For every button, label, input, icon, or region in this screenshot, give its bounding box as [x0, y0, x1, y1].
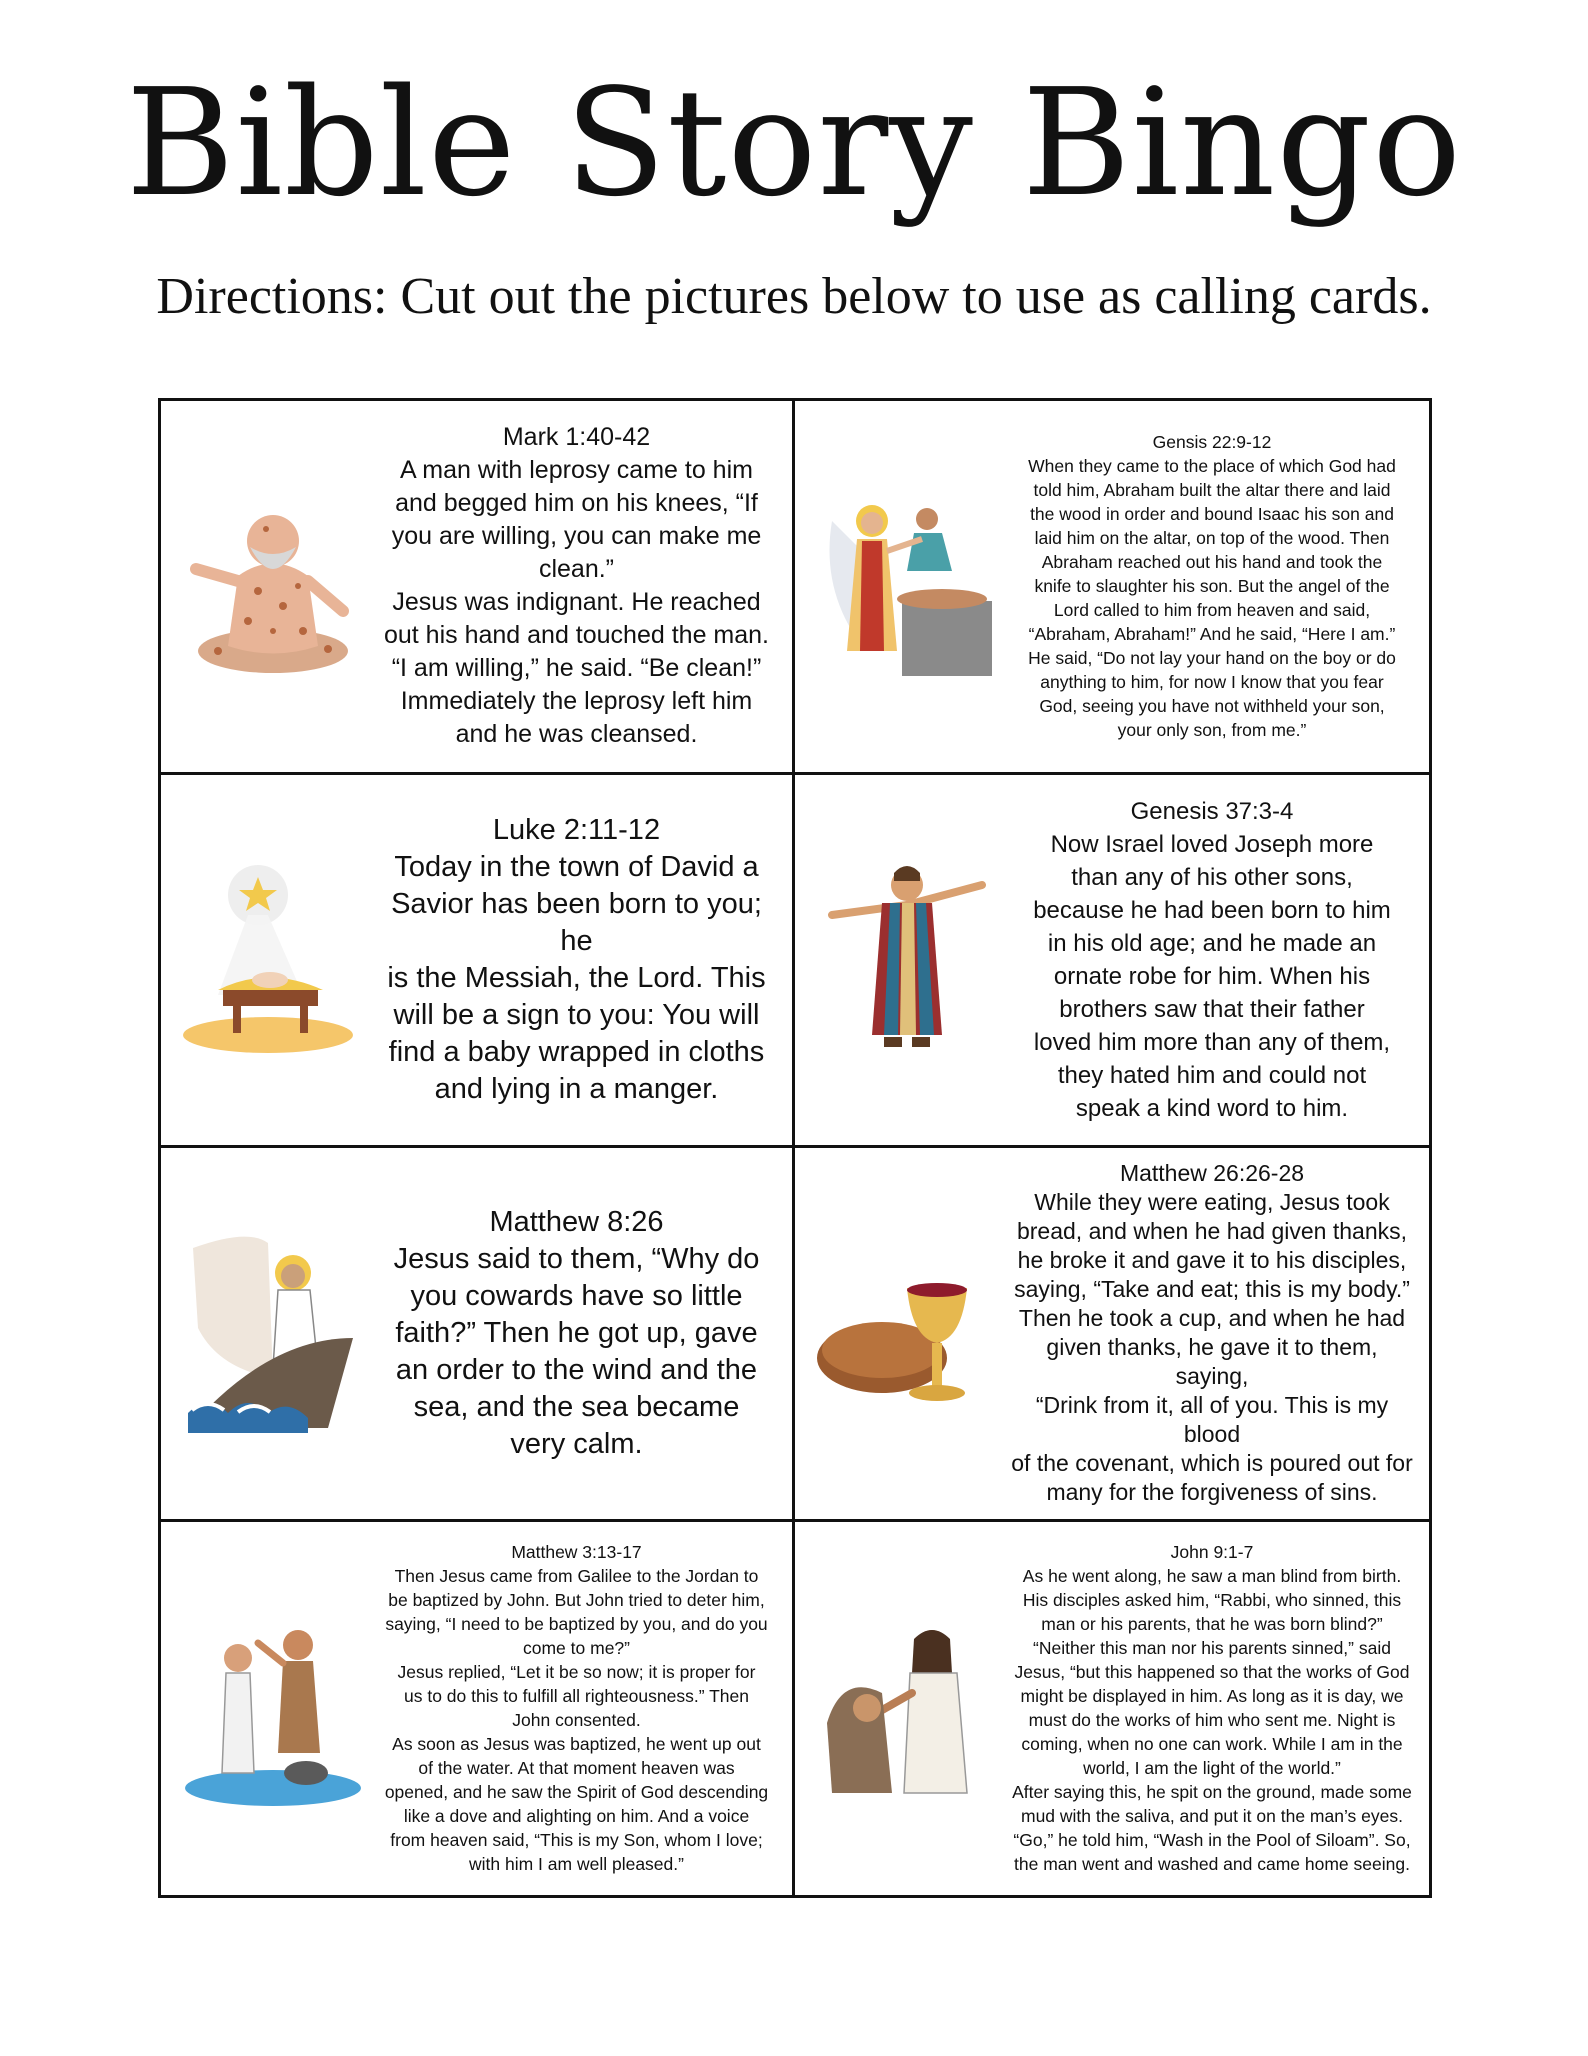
bread-chalice-icon [807, 1223, 1007, 1443]
card-text [1007, 1148, 1429, 1522]
calling-card-matthew-26 [795, 1148, 1429, 1522]
card-text [1007, 412, 1429, 760]
calling-card-matthew-8 [161, 1148, 795, 1522]
calling-card-genesis-37 [795, 775, 1429, 1149]
abraham-isaac-angel-icon [807, 476, 1007, 696]
card-verse: Now Israel loved Joseph more than any of his other sons, because he had been born to him in his old age; and he made an ornate robe for him. When his brothers saw that their father loved him more than any of them, they hated him and could not speak a kind word to him. [1033, 830, 1391, 1122]
calling-card-matthew-3 [161, 1522, 795, 1896]
calling-cards-grid [158, 398, 1432, 1898]
calling-card-mark-1 [161, 401, 795, 775]
calling-card-john-9 [795, 1522, 1429, 1896]
card-verse: Today in the town of David a Savior has been born to you; he is the Messiah, the Lord. This will be a sign to you: You will find a baby wrapped in cloths and lying in a manger. [387, 850, 766, 1105]
card-verse: Then Jesus came from Galilee to the Jordan to be baptized by John. But John tried to deter him, saying, “I need to be baptized by you, and do you come to me?” Jesus replied, “Let it be so now; it is proper for us to do this to fulfill all righteousness.” Then John consented. As soon as Jesus was baptized, he went up out of the water. At that moment heaven was opened, and he saw the Spirit of God descending like a dove and alighting on him. And a voice from heaven said, “This is my Son, whom I love; with him I am well pleased.” [384, 1566, 769, 1875]
card-text [373, 1186, 792, 1481]
calling-card-luke-2 [161, 775, 795, 1149]
jesus-heals-blind-icon [807, 1598, 1007, 1818]
card-reference: Matthew 3:13-17 [511, 1542, 642, 1563]
baptism-icon [173, 1598, 373, 1818]
card-reference: Matthew 26:26-28 [1119, 1160, 1305, 1187]
card-verse: As he went along, he saw a man blind from birth. His disciples asked him, “Rabbi, who sinned, this man or his parents, that he was born blind?” “Neither this man nor his parents sinned,” said Jesus, “but this happened so that the works of God might be displayed in him. As long as it is day, we must do the works of him who sent me. Night is coming, when no one can work. While I am in the world, I am the light of the world.” After saying this, he spit on the ground, made some mud with the saliva, and put it on the man’s eyes. “Go,” he told him, “Wash in the Pool of Siloam”. So, the man went and washed and came home seeing. [1012, 1566, 1412, 1875]
directions: Directions: Cut out the pictures below to use as calling cards. [156, 268, 1432, 325]
card-text [373, 403, 792, 769]
page-title: Bible Story Bingo [125, 57, 1463, 229]
card-verse: Jesus said to them, “Why do you cowards have so little faith?” Then he got up, gave an order to the wind and the sea, and the sea became very calm. [393, 1242, 760, 1460]
jesus-boat-storm-icon [173, 1223, 373, 1443]
card-reference: Genesis 37:3-4 [1130, 797, 1294, 825]
card-verse: While they were eating, Jesus took bread, and when he had given thanks, he broke it and gave it to his disciples, saying, “Take and eat; this is my body.” Then he took a cup, and when he had given thanks, he gave it to them, saying, “Drink from it, all of you. This is my blood of the covenant, which is poured out for many for the forgiveness of sins. [1011, 1189, 1413, 1506]
card-reference: Matthew 8:26 [489, 1205, 664, 1238]
card-reference: Mark 1:40-42 [502, 423, 651, 452]
card-reference: Luke 2:11-12 [492, 813, 661, 846]
card-text [373, 794, 792, 1126]
card-text [1007, 777, 1429, 1143]
calling-card-genesis-22 [795, 401, 1429, 775]
card-text [1007, 1522, 1429, 1894]
card-verse: A man with leprosy came to him and begged him on his knees, “If you are willing, you can make me clean.” Jesus was indignant. He reached out his hand and touched the man. “I am willing,” he said. “Be clean!” Immediately the leprosy left him and he was cleansed. [383, 456, 769, 749]
manger-star-icon [173, 850, 373, 1070]
card-reference: John 9:1-7 [1170, 1542, 1254, 1563]
joseph-robe-icon [807, 850, 1007, 1070]
card-verse: When they came to the place of which God had told him, Abraham built the altar there and laid the wood in order and bound Isaac his son and laid him on the altar, on top of the wood. Then Abraham reached out his hand and took the knife to slaughter his son. But the angel of the Lord called to him from heaven and said, “Abraham, Abraham!” And he said, “Here I am.” He said, “Do not lay your hand on the boy or do anything to him, for now I know that you fear God, seeing you have not withheld your son, your only son, from me.” [1028, 456, 1396, 741]
card-text [373, 1522, 792, 1894]
leper-man-icon [173, 476, 373, 696]
card-reference: Gensis 22:9-12 [1152, 432, 1272, 453]
